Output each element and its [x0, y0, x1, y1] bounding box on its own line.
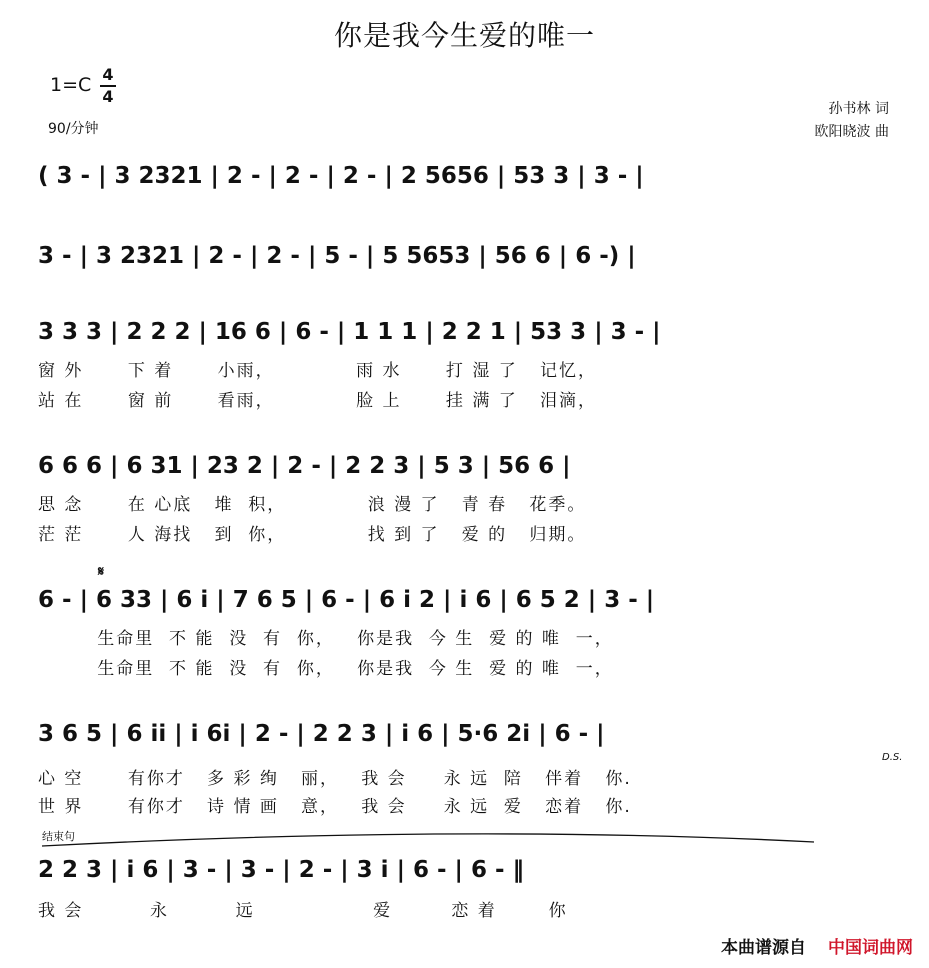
time-signature-bottom: 4 [102, 87, 114, 106]
tempo-marking: 90/分钟 [48, 121, 99, 137]
lyric-verse-1: 窗 外 下 着 小雨， 雨 水 打 湿 了 记忆， [38, 361, 597, 381]
dal-segno-mark: D.S. [882, 752, 903, 763]
lyric-verse-2: 世 界 有你才 诗 情 画 意， 我 会 永 远 爱 恋着 你. [38, 797, 632, 817]
notation-line: 6 - | 6 33 | 6 i | 7 6 5 | 6 - | 6 i 2 | i 6 | 6 5 2 | 3 - | [38, 587, 655, 613]
lyric-verse-1: 心 空 有你才 多 彩 绚 丽， 我 会 永 远 陪 伴着 你. [38, 769, 632, 789]
notation-line: 6 6 6 | 6 31 | 23 2 | 2 - | 2 2 3 | 5 3 | 56 6 | [38, 453, 571, 479]
source-label: 本曲谱源自 [721, 938, 806, 958]
notation-line: ( 3 - | 3 2321 | 2 - | 2 - | 2 - | 2 5656 | 53 3 | 3 - | [38, 163, 644, 189]
source-footer [721, 933, 913, 958]
lyricist-credit: 孙书林 词 [828, 101, 889, 117]
notation-line: 3 - | 3 2321 | 2 - | 2 - | 5 - | 5 5653 | 56 6 | 6 -) | [38, 243, 636, 269]
site-name[interactable]: 中国词曲网 [828, 938, 913, 958]
coda-label: 结束句 [42, 830, 75, 843]
time-signature [100, 66, 116, 106]
lyric-verse-1: 思 念 在 心底 堆 积， 浪 漫 了 青 春 花季。 [38, 495, 587, 515]
notation-line: 2 2 3 | i 6 | 3 - | 3 - | 2 - | 3 i | 6 - | 6 - ‖ [38, 857, 525, 883]
composer-credit: 欧阳晓波 曲 [814, 124, 889, 140]
lyric-ending: 我 会 永 远 爱 恋 着 你 [38, 901, 568, 921]
score-row-5 [38, 564, 898, 680]
notation-line: 3 6 5 | 6 ii | i 6i | 2 - | 2 2 3 | i 6 | 5·6 2i | 6 - | [38, 721, 605, 747]
score-row-3 [38, 312, 898, 412]
segno-mark: 𝄋 [98, 564, 105, 580]
lyric-verse-2: 站 在 窗 前 看雨， 脸 上 挂 满 了 泪滴， [38, 391, 597, 411]
song-title: 你是我今生爱的唯一 [333, 19, 595, 52]
time-signature-top: 4 [102, 65, 114, 84]
score-row-4 [38, 446, 898, 546]
lyric-verse-2: 生命里 不 能 没 有 你， 你是我 今 生 爱 的 唯 一， [38, 659, 614, 679]
score-row-6 [38, 714, 903, 817]
key-signature: 1=C [50, 74, 92, 96]
notation-line: 3 3 3 | 2 2 2 | 16 6 | 6 - | 1 1 1 | 2 2 1 | 53 3 | 3 - | [38, 319, 661, 345]
lyric-verse-1: 生命里 不 能 没 有 你， 你是我 今 生 爱 的 唯 一， [38, 629, 614, 649]
lyric-verse-2: 茫 茫 人 海找 到 你， 找 到 了 爱 的 归期。 [38, 525, 587, 545]
